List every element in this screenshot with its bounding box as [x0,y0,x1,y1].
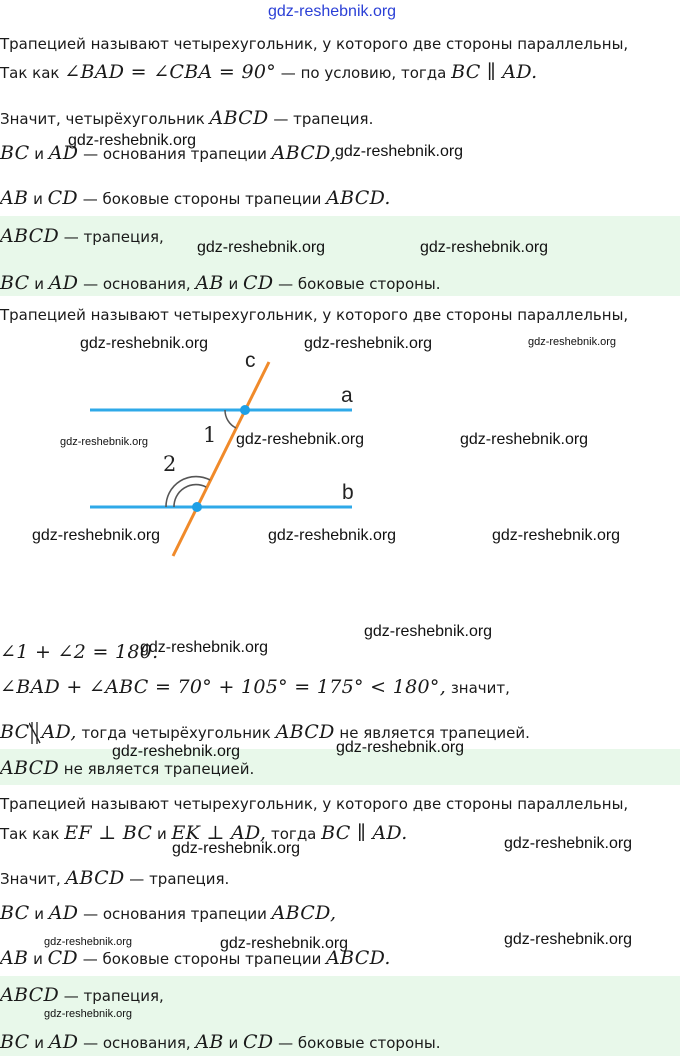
definition-1: Трапецией называют четырехугольник, у которого две стороны параллельны, [0,35,629,53]
watermark[interactable]: gdz-reshebnik.org [172,840,301,857]
s3-answer2-m3: AB [195,1031,224,1053]
definition-3: Трапецией называют четырехугольник, у которого две стороны параллельны, [0,795,629,813]
since-line-1 [0,62,538,83]
s3-sides-and: и [28,950,48,968]
watermark[interactable]: gdz-reshebnik.org [304,335,433,352]
eq1: ∠1 + ∠2 = 180. [0,641,159,663]
s3-answer-t1: — трапеция, [59,987,164,1005]
answer2-t1: — основания, [78,275,196,293]
answer2-text: не является трапецией. [59,760,255,778]
s3-answer2-m1: BC [0,1031,30,1053]
s3-since-m1: EF ⊥ BC [64,822,153,844]
answer2-math: ABCD [0,757,60,779]
bases-line-3 [0,903,336,924]
point-b-intersection [192,502,202,512]
s3-means-suffix: — трапеция. [124,870,230,888]
means-line-1 [0,108,373,129]
watermark[interactable]: gdz-reshebnik.org [112,743,241,760]
watermark[interactable]: gdz-reshebnik.org [504,931,633,948]
answer-m1: ABCD [0,225,60,247]
since-mid: — по условию, тогда [276,64,452,82]
s3-since-text: тогда [266,825,322,843]
bases-m2: AD [48,142,79,164]
eq1-line [0,642,159,663]
watermark[interactable]: gdz-reshebnik.org [336,739,465,756]
res-text: тогда четырёхугольник [76,724,276,742]
watermark[interactable]: gdz-reshebnik.org [197,239,326,256]
watermark[interactable]: gdz-reshebnik.org [32,527,161,544]
answer-line-1a [0,226,164,247]
point-a-intersection [240,405,250,415]
sides-m2: CD [47,187,78,209]
since-math: ∠BAD = ∠CBA = 90° [64,61,277,83]
means-line-3 [0,868,229,889]
s3-bases-m1: BC [0,902,30,924]
watermark[interactable]: gdz-reshebnik.org [60,436,149,448]
sides-line-1 [0,188,391,209]
res-text2: не является трапецией. [334,724,530,742]
answer2-m2: AD [48,272,79,294]
s3-means-math: ABCD [65,867,125,889]
sides-m3: ABCD. [326,187,391,209]
transversal-c [173,362,269,556]
s3-answer2-t1: — основания, [78,1034,196,1052]
answer-line-3a [0,985,164,1006]
bases-text: — основания трапеции [78,145,272,163]
s3-sides-m1: AB [0,947,29,969]
eq2-text: значит, [446,679,510,697]
watermark-top[interactable]: gdz-reshebnik.org [268,3,397,20]
means-prefix: Значит, четырёхугольник [0,110,210,128]
s3-means-prefix: Значит, [0,870,66,888]
s3-answer2-m2: AD [48,1031,79,1053]
s3-answer2-and2: и [223,1034,243,1052]
s3-since-m3: BC ∥ AD. [321,822,408,844]
label-a: a [341,384,353,407]
sides-and: и [28,190,48,208]
sides-m1: AB [0,187,29,209]
answer2-m4: CD [243,272,274,294]
res-m1: BC [0,721,30,743]
s3-sides-m2: CD [47,947,78,969]
means-math: ABCD [209,107,269,129]
eq2-line [0,677,510,698]
label-c: c [245,349,256,372]
watermark[interactable]: gdz-reshebnik.org [140,639,269,656]
watermark[interactable]: gdz-reshebnik.org [44,936,133,948]
answer-line-1b [0,273,441,294]
watermark[interactable]: gdz-reshebnik.org [504,835,633,852]
res-m2: AD, [41,721,77,743]
watermark[interactable]: gdz-reshebnik.org [236,431,365,448]
watermark[interactable]: gdz-reshebnik.org [460,431,589,448]
watermark[interactable]: gdz-reshebnik.org [268,527,397,544]
s3-sides-m3: ABCD. [326,947,391,969]
answer2-m1: BC [0,272,30,294]
since-math2: BC ∥ AD. [451,61,538,83]
not-parallel-symbol [29,721,41,741]
s3-answer2-t2: — боковые стороны. [273,1034,441,1052]
answer-line-2 [0,758,254,779]
label-b: b [342,481,354,504]
answer2-and2: и [223,275,243,293]
s3-bases-m2: AD [48,902,79,924]
bases-m3: ABCD, [271,142,337,164]
res-m3: ABCD [275,721,335,743]
label-1: 1 [203,423,217,447]
answer2-t2: — боковые стороны. [273,275,441,293]
means-suffix: — трапеция. [268,110,374,128]
watermark[interactable]: gdz-reshebnik.org [80,335,209,352]
s3-bases-m3: ABCD, [271,902,337,924]
since-prefix: Так как [0,64,65,82]
angle-1-arc [225,410,236,428]
s3-sides-text: — боковые стороны трапеции [77,950,327,968]
watermark[interactable]: gdz-reshebnik.org [364,623,493,640]
definition-2: Трапецией называют четырехугольник, у которого две стороны параллельны, [0,306,629,324]
eq2-math: ∠BAD + ∠ABC = 70° + 105° = 175° < 180°, [0,676,447,698]
s3-answer2-and: и [29,1034,49,1052]
bases-and: и [29,145,49,163]
answer-t1: — трапеция, [59,228,164,246]
answer2-and: и [29,275,49,293]
sides-text: — боковые стороны трапеции [77,190,327,208]
watermark[interactable]: gdz-reshebnik.org [44,1008,133,1020]
s3-since-and: и [152,825,172,843]
watermark[interactable]: gdz-reshebnik.org [492,527,621,544]
label-2: 2 [163,452,177,476]
watermark[interactable]: gdz-reshebnik.org [528,336,617,348]
s3-bases-and: и [29,905,49,923]
answer-line-3b [0,1032,441,1053]
s3-bases-text: — основания трапеции [78,905,272,923]
s3-answer2-m4: CD [243,1031,274,1053]
watermark[interactable]: gdz-reshebnik.org [420,239,549,256]
watermark[interactable]: gdz-reshebnik.org [335,143,464,160]
answer2-m3: AB [195,272,224,294]
s3-since-m2: EK ⊥ AD, [171,822,267,844]
s3-answer-m1: ABCD [0,984,60,1006]
s3-since-prefix: Так как [0,825,65,843]
watermark[interactable]: gdz-reshebnik.org [220,935,349,952]
bases-m1: BC [0,142,30,164]
watermark[interactable]: gdz-reshebnik.org [68,132,197,149]
